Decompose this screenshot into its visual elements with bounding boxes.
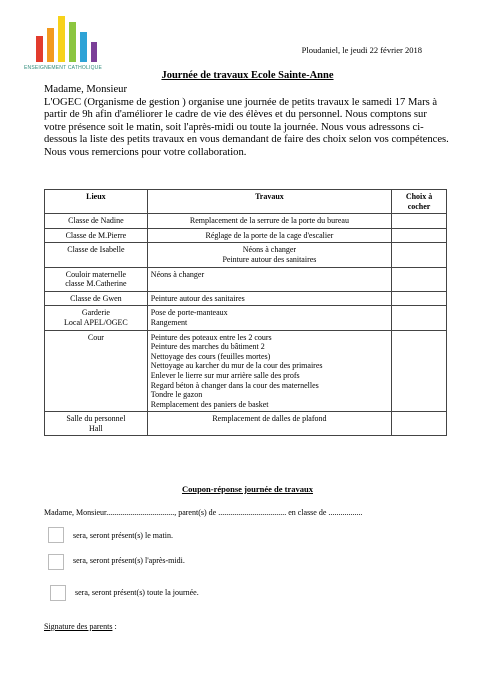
choice-cell[interactable]	[392, 330, 447, 412]
lieu-line: Hall	[89, 423, 103, 433]
table-row	[45, 228, 447, 243]
checkbox-morning[interactable]	[48, 527, 64, 543]
lieu-cell: Classe de M.Pierre	[45, 228, 148, 243]
signature-suffix: :	[112, 622, 117, 631]
checkbox-afternoon[interactable]	[48, 554, 64, 570]
option-morning: sera, seront présent(s) le matin.	[73, 531, 173, 540]
travaux-cell: Néons à changer	[147, 267, 391, 291]
choice-cell[interactable]	[392, 243, 447, 267]
works-table	[44, 189, 447, 436]
table-row	[45, 412, 447, 436]
lieu-line: Couloir maternelle	[65, 269, 126, 279]
travaux-line: Nettoyage des cours (feuilles mortes)	[150, 351, 271, 361]
travaux-line: Pose de porte-manteaux	[150, 308, 228, 318]
travaux-line: Néons à changer	[242, 245, 297, 255]
table-row	[45, 291, 447, 306]
checkbox-full-day[interactable]	[50, 585, 66, 601]
choice-cell[interactable]	[392, 228, 447, 243]
choice-cell[interactable]	[392, 267, 447, 291]
lieu-cell: Cour	[45, 330, 148, 412]
travaux-cell: Réglage de la porte de la cage d'escalier	[147, 228, 391, 243]
header-choix: Choix à cocher	[392, 190, 447, 214]
lieu-line: Salle du personnel	[66, 414, 126, 424]
table-row	[45, 330, 447, 412]
travaux-line: Peinture autour des sanitaires	[222, 254, 317, 264]
travaux-line: Peinture des poteaux entre les 2 cours	[150, 332, 272, 342]
lieu-cell	[45, 306, 148, 330]
header-travaux: Travaux	[147, 190, 391, 214]
intro-closing: Nous vous remercions pour votre collaboration.	[44, 146, 247, 158]
date-line: Ploudaniel, le jeudi 22 février 2018	[301, 45, 422, 55]
logo-bars-graphic	[30, 10, 100, 62]
header-lieux: Lieux	[45, 190, 148, 214]
option-full-day: sera, seront présent(s) toute la journée.	[75, 588, 199, 597]
lieu-line: Local APEL/OGEC	[64, 317, 128, 327]
travaux-cell	[147, 306, 391, 330]
signature-line	[44, 622, 117, 631]
travaux-cell: Peinture autour des sanitaires	[147, 291, 391, 306]
coupon-identity-line: Madame, Monsieur.................................., parent(s) de .................................. en classe de .................	[44, 508, 363, 517]
greeting: Madame, Monsieur	[44, 84, 127, 95]
travaux-cell: Remplacement de dalles de plafond	[147, 412, 391, 436]
intro-body: L'OGEC (Organisme de gestion ) organise une journée de petits travaux le samedi 17 Mars à partir de 9h afin d'améliorer le cadre de vie des élèves et du personnel. Nous comptons sur votre présence soit le matin, soit l'après-midi ou toute la journée. Nous vous adressons ci-dessous la liste des petits travaux en vous demandant de faire des choix selon vos compétences.	[44, 96, 449, 146]
table-row	[45, 214, 447, 229]
travaux-line: Enlever le lierre sur mur arrière salle des profs	[150, 370, 300, 380]
page-title: Journée de travaux Ecole Sainte-Anne	[161, 70, 334, 81]
travaux-cell: Remplacement de la serrure de la porte du bureau	[147, 214, 391, 229]
travaux-cell	[147, 330, 391, 412]
lieu-line: Garderie	[81, 308, 110, 318]
travaux-cell	[147, 243, 391, 267]
travaux-line: Nettoyage au karcher du mur de la cour des primaires	[150, 361, 323, 371]
lieu-cell	[45, 412, 148, 436]
intro-text	[44, 84, 449, 160]
table-row	[45, 306, 447, 330]
choice-cell[interactable]	[392, 412, 447, 436]
travaux-line: Peinture des marches du bâtiment 2	[150, 342, 265, 352]
travaux-line: Remplacement des paniers de basket	[150, 399, 269, 409]
lieu-cell: Classe de Nadine	[45, 214, 148, 229]
choice-cell[interactable]	[392, 291, 447, 306]
travaux-line: Rangement	[150, 317, 188, 327]
logo-caption: ENSEIGNEMENT CATHOLIQUE	[23, 65, 103, 71]
choice-cell[interactable]	[392, 214, 447, 229]
lieu-cell: Classe de Gwen	[45, 291, 148, 306]
lieu-line: classe M.Catherine	[65, 279, 127, 289]
travaux-line: Tondre le gazon	[150, 390, 203, 400]
option-afternoon: sera, seront présent(s) l'après-midi.	[73, 556, 185, 565]
coupon-title: Coupon-réponse journée de travaux	[181, 484, 314, 494]
logo	[22, 10, 102, 76]
travaux-line: Regard béton à changer dans la cour des maternelles	[150, 380, 319, 390]
table-row	[45, 267, 447, 291]
table-row	[45, 243, 447, 267]
lieu-cell	[45, 267, 148, 291]
choice-cell[interactable]	[392, 306, 447, 330]
lieu-cell: Classe de Isabelle	[45, 243, 148, 267]
signature-label: Signature des parents	[44, 622, 113, 631]
table-header-row	[45, 190, 447, 214]
